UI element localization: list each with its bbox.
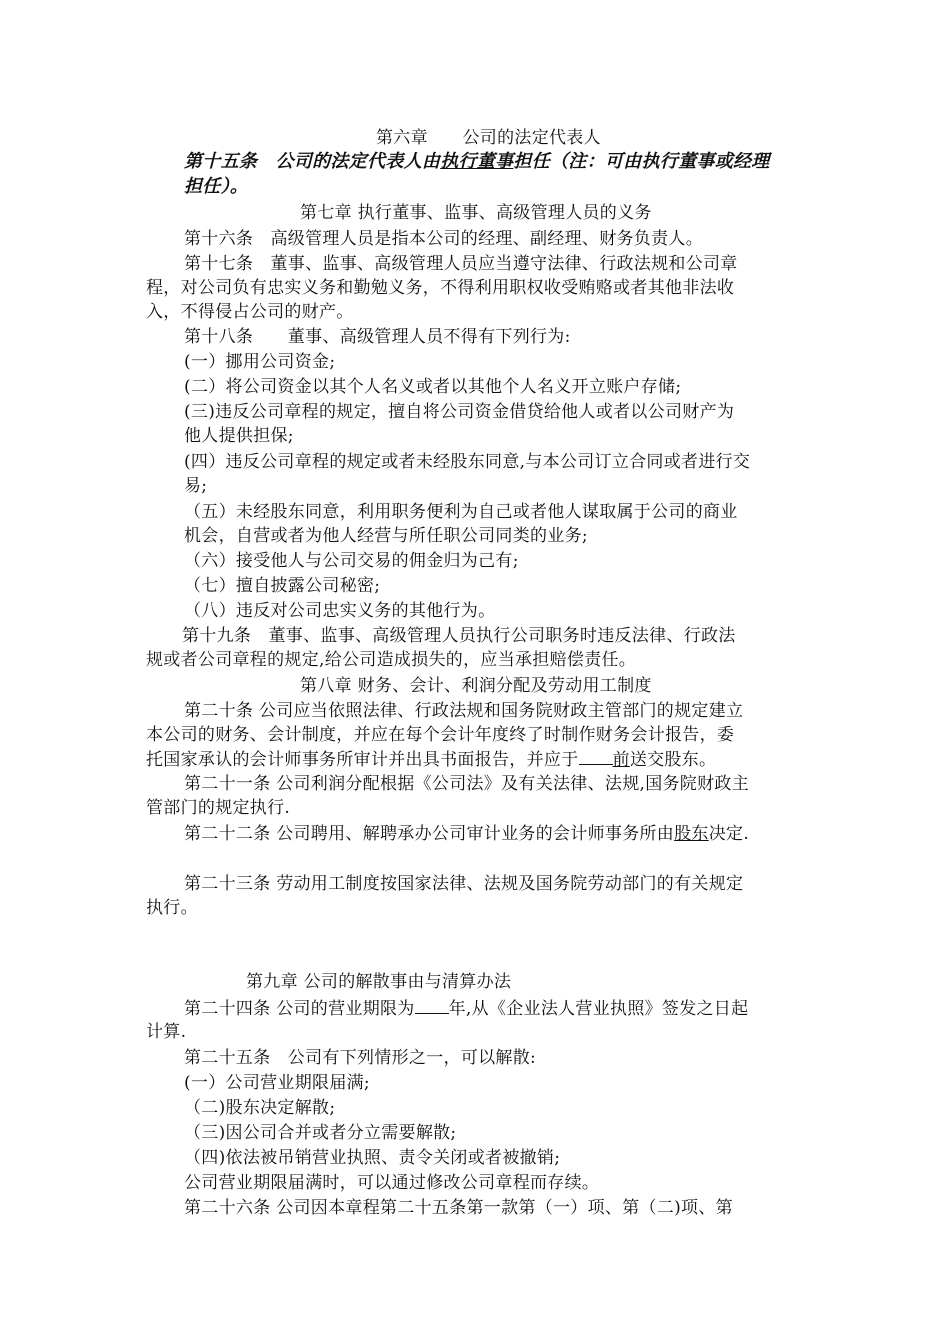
article25-item3: （三)因公司合并或者分立需要解散; [184, 1123, 457, 1143]
article18-item6: （六）接受他人与公司交易的佣金归为己有; [184, 551, 519, 571]
article22-underlined: 股东 [674, 824, 709, 844]
article15-underlined: 执行董事 [440, 151, 514, 172]
chapter6-title: 第六章 公司的法定代表人 [376, 128, 601, 148]
article20-line1: 第二十条 公司应当依照法律、行政法规和国务院财政主管部门的规定建立 [184, 701, 744, 721]
article25-item4: （四)依法被吊销营业执照、责令关闭或者被撤销; [184, 1148, 561, 1168]
article25-item1: (一）公司营业期限届满; [184, 1073, 370, 1093]
article25-item2: （二)股东决定解散; [184, 1098, 336, 1118]
article16: 第十六条 高级管理人员是指本公司的经理、副经理、财务负责人。 [184, 229, 703, 249]
chapter9-title: 第九章 公司的解散事由与清算办法 [246, 972, 512, 992]
article18-item4-line1: (四）违反公司章程的规定或者未经股东同意,与本公司订立合同或者进行交 [184, 452, 751, 472]
article18-item5-line1: （五）未经股东同意，利用职务便利为自己或者他人谋取属于公司的商业 [184, 502, 738, 522]
article22: 第二十二条 公司聘用、解聘承办公司审计业务的会计师事务所由股东决定. [184, 824, 750, 844]
article24-line2: 计算. [146, 1022, 187, 1042]
article23-line1: 第二十三条 劳动用工制度按国家法律、法规及国务院劳动部门的有关规定 [184, 874, 744, 894]
date-blank [579, 747, 613, 765]
article24-line1: 第二十四条 公司的营业期限为 年,从《企业法人营业执照》签发之日起 [184, 996, 748, 1021]
chapter7-title: 第七章 执行董事、监事、高级管理人员的义务 [300, 203, 652, 223]
article23-line2: 执行。 [146, 898, 198, 918]
article18-item3-line2: 他人提供担保; [184, 426, 294, 446]
article21-line1: 第二十一条 公司利润分配根据《公司法》及有关法律、法规,国务院财政主 [184, 774, 750, 794]
article26-line1: 第二十六条 公司因本章程第二十五条第一款第（一）项、第（二)项、第 [184, 1198, 733, 1218]
article25-note: 公司营业期限届满时，可以通过修改公司章程而存续。 [184, 1173, 600, 1193]
article19-line1: 第十九条 董事、监事、高级管理人员执行公司职务时违反法律、行政法 [182, 626, 736, 646]
article20-line3: 托国家承认的会计师事务所审计并出具书面报告，并应于 前送交股东。 [146, 747, 716, 772]
article15-line1: 第十五条 公司的法定代表人由执行董事担任（注：可由执行董事或经理 [184, 151, 770, 172]
chapter8-title: 第八章 财务、会计、利润分配及劳动用工制度 [300, 676, 652, 696]
article18: 第十八条 董事、高级管理人员不得有下列行为: [184, 327, 571, 347]
article18-item7: （七）擅自披露公司秘密; [184, 576, 381, 596]
article15-line2: 担任）。 [184, 176, 249, 197]
article18-item2: (二）将公司资金以其个人名义或者以其他个人名义开立账户存储; [184, 377, 682, 397]
term-blank [415, 996, 449, 1014]
article17-line1: 第十七条 董事、监事、高级管理人员应当遵守法律、行政法规和公司章 [184, 254, 738, 274]
article18-item4-line2: 易; [184, 476, 208, 496]
article19-line2: 规或者公司章程的规定,给公司造成损失的，应当承担赔偿责任。 [146, 650, 637, 670]
article20-line2: 本公司的财务、会计制度，并应在每个会计年度终了时制作财务会计报告，委 [146, 725, 735, 745]
article25: 第二十五条 公司有下列情形之一，可以解散: [184, 1048, 537, 1068]
article18-item3-line1: (三)违反公司章程的规定，擅自将公司资金借贷给他人或者以公司财产为 [184, 402, 735, 422]
article18-item8: （八）违反对公司忠实义务的其他行为。 [184, 601, 496, 621]
article21-line2: 管部门的规定执行. [146, 798, 291, 818]
article20-underlined: 前 [612, 750, 630, 770]
article17-line3: 入，不得侵占公司的财产。 [146, 302, 354, 322]
article18-item5-line2: 机会，自营或者为他人经营与所任职公司同类的业务; [184, 526, 588, 546]
article17-line2: 程，对公司负有忠实义务和勤勉义务，不得利用职权收受贿赂或者其他非法收 [146, 278, 735, 298]
article18-item1: (一）挪用公司资金; [184, 352, 336, 372]
